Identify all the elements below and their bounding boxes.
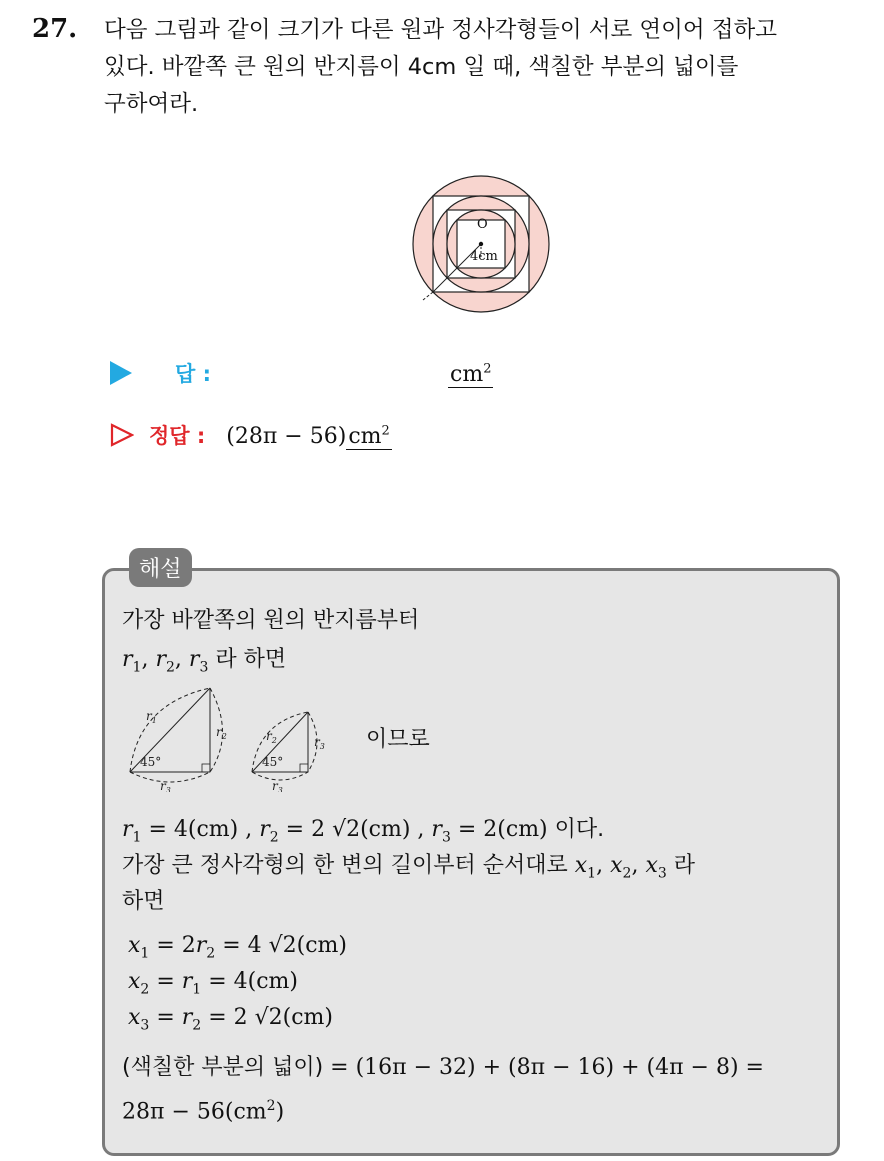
correct-answer-unit: $cm^2$	[348, 423, 390, 449]
triangle-1-angle: 45°	[140, 755, 162, 769]
center-point	[479, 242, 483, 246]
solution-tab: 해설	[129, 548, 192, 587]
svg-text:r3: $r_3$	[160, 779, 171, 792]
triangle-diagrams	[120, 684, 340, 792]
question-number: 27.	[32, 14, 78, 44]
outline-arrow-icon	[110, 423, 134, 447]
solution-radii: $r_1 = 4(cm)$ , $r_2 = 2$ √2(cm) , $r_3 = 2(cm)$ 이다.	[122, 817, 605, 846]
svg-text:r2: $r_2$	[216, 725, 227, 741]
solution-squares-1: 가장 큰 정사각형의 한 변의 길이부터 순서대로 $x_1$, $x_2$, $x_3$ 라	[122, 853, 696, 882]
correct-answer-label: 정답 :	[149, 424, 206, 448]
solution-area-1: (색칠한 부분의 넓이) = (16π − 32) + (8π − 16) + (4π − 8) =	[122, 1055, 764, 1080]
svg-text:r3: $r_3$	[314, 735, 325, 751]
question-text	[104, 12, 864, 123]
solution-x1: $x_1 = 2r_2 = 4$ √2(cm)	[128, 933, 347, 962]
nested-circles-squares-figure	[402, 174, 560, 314]
svg-text:r2: $r_2$	[266, 729, 277, 745]
answer-unit: $cm^2$	[450, 361, 492, 387]
answer-blank-row	[110, 358, 493, 388]
svg-text:r1: $r_1$	[146, 709, 157, 725]
radius-label: 4cm	[470, 249, 498, 264]
solution-x3: $x_3 = r_2 = 2$ √2(cm)	[128, 1005, 333, 1034]
diagonal-dash	[423, 292, 433, 300]
solution-area-result: $28\pi - 56(cm^2)$	[122, 1098, 285, 1125]
question-line-1: 다음 그림과 같이 크기가 다른 원과 정사각형들이 서로 연이어 접하고	[104, 17, 777, 43]
correct-answer-value: (28π − 56)	[226, 424, 347, 449]
solution-intro-1: 가장 바깥쪽의 원의 반지름부터	[122, 608, 420, 633]
question-line-3: 구하여라.	[104, 91, 199, 117]
triangle-2-angle: 45°	[262, 755, 284, 769]
solution-x2: $x_2 = r_1 = 4(cm)$	[128, 969, 298, 998]
question-line-2: 있다. 바깥쪽 큰 원의 반지름이 4cm 일 때, 색칠한 부분의 넓이를	[104, 54, 739, 80]
correct-answer-row	[110, 420, 392, 450]
answer-label: 답 :	[175, 362, 211, 386]
triangle-caption: 이므로	[366, 727, 430, 752]
center-label: O	[477, 217, 488, 232]
solution-squares-2: 하면	[122, 889, 165, 914]
solution-intro-2: $r_1$, $r_2$, $r_3$ 라 하면	[122, 647, 287, 676]
svg-text:r3: $r_3$	[272, 779, 283, 792]
play-arrow-icon	[110, 361, 132, 385]
